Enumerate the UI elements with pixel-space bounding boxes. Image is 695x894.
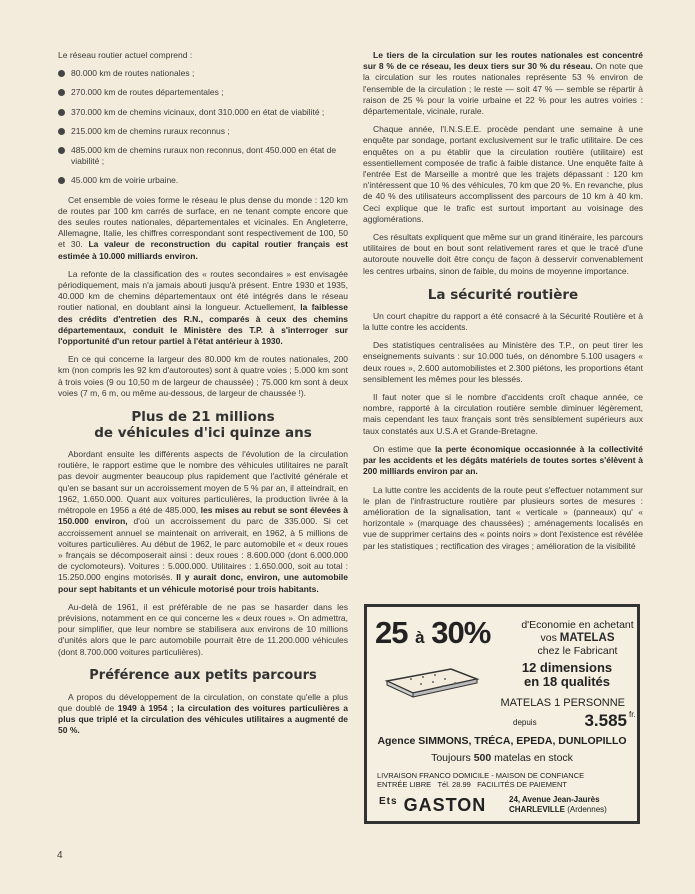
bullet-icon [58,147,65,154]
paragraph: En ce qui concerne la largeur des 80.000 km de routes nationales, 200 km (non compris les 92 km d'autoroutes) sont à quatre voies ; 5.000 km sont à trois voies (9 ou 10,50 m de largeur de chaussée) ; 75.000 km sont à deux voies (7 m, 6 m, ou même au-dessous, de largeur de chaussée !). [58,354,348,398]
price: 3.585 [584,711,627,730]
paragraph: La lutte contre les accidents de la route peut s'effectuer notamment sur le plan de l'infrastructure routière par plusieurs sortes de mesures : amélioration de la signalisation, tant « verticale » (panneaux) qu' « horizontale » (marquage des chaussées) ; aménagements localisés en vue de supprimer certains des « points noirs » dont l'existence est révélée par les statistiques ; rectification des virages ; amélioration de la visibilité [363,484,643,551]
bullet-icon [58,128,65,135]
stock-line: Toujours 500 matelas en stock [431,752,573,764]
section-heading: Plus de 21 millions de véhicules d'ici quinze ans [94,409,312,442]
bullet-icon [58,70,65,77]
delivery-info: LIVRAISON FRANCO DOMICILE - MAISON DE CONFIANCE ENTRÉE LIBRE Tél. 28.99 FACILITÉS DE PAIEMENT [377,771,585,789]
section-heading: La sécurité routière [427,286,579,303]
mattress-label: MATELAS 1 PERSONNE [500,697,625,709]
bullet-icon [58,177,65,184]
agency-line: Agence SIMMONS, TRÉCA, EPEDA, DUNLOPILLO [377,735,627,747]
section-heading: Préférence aux petits parcours [89,667,317,683]
bullet-item: 270.000 km de routes départementales ; [58,87,348,98]
mattress-icon [381,663,481,699]
paragraph: Un court chapitre du rapport a été consacré à la Sécurité Routière et à la lutte contre les accidents. [363,310,643,333]
bullet-item: 80.000 km de routes nationales ; [58,68,348,79]
bullet-icon [58,109,65,116]
paragraph: Au-delà de 1961, il est préférable de ne pas se hasarder dans les prévisions, notamment en ce qui concerne les « deux roues ». On admettra, pour simplifier, que leur nombre se stabilisera aux environs de 10 millions d'unités alors que le parc automobile pourrait être de 11.200.000 véhicules (dont 8.700.000 voitures particulières). [58,601,348,657]
discount-headline: 25 à 30% [375,615,491,650]
paragraph: La refonte de la classification des « routes secondaires » est envisagée périodiquement, mais n'a jamais abouti jusqu'à présent. Entre 1930 et 1935, 40.000 km de chemins départementaux ont été intégrés dans le réseau routier national, en doublant ainsi la longueur. Actuellement, la faiblesse des crédits d'entretien des R.N., comparés à ceux des chemins départementaux, conduit le Ministère des T.P. à s'interroger sur l'opportunité d'un retour partiel à l'état antérieur à 1930. [58,268,348,347]
currency-label: fr. [629,710,636,719]
bullet-item: 215.000 km de chemins ruraux reconnus ; [58,126,348,137]
bullet-item: 485.000 km de chemins ruraux non reconnus, dont 450.000 en état de viabilité ; [58,145,348,167]
dimensions-text: 12 dimensions en 18 qualités [521,660,613,689]
paragraph: Des statistiques centralisées au Ministère des T.P., on peut tirer les enseignements suivants : sur 10.000 tués, on dénombre 5.100 usagers « deux roues », 2.600 automobilistes et 2.300 piétons, les proportions étant sensiblement les mêmes pour les blessés. [363,340,643,384]
paragraph: Le tiers de la circulation sur les routes nationales est concentré sur 8 % de ce réseau, les deux tiers sur 30 % du réseau. On note que la circulation sur les routes nationales représente 53 % environ de l'ensemble de la circulation ; le reste — soit 47 % — semble se répartir à raison de 25 % pour la voirie urbaine et 22 % pour les autres voiries : départementale, vicinale, rurale. [363,50,643,117]
paragraph: Chaque année, l'I.N.S.E.E. procède pendant une semaine à une enquête par sondage, portant exclusivement sur le trafic utilitaire. De ces enquêtes on a pu établir que la circulation routière (utilitaire) est essentiellement composée de trafic à faible distance. Une enquête faite à l'entrée Est de Marseille a montré que les trajets dépassant : 120 km n'intéressent que 10 % des véhicules, 70 km que 20 %. En revanche, plus de 40 % des utilisateurs accomplissent des parcours de 10 km à 40 km. Ceci explique que le trafic est surtout important au voisinage des agglomérations. [363,124,643,224]
paragraph: Cet ensemble de voies forme le réseau le plus dense du monde : 120 km de routes par 100 km carrés de surface, en ne tenant compte encore que des seules routes nationales, départementales et vicinales. En Angleterre, Allemagne, Italie, les chiffres correspondant sont respectivement de 100, 50 et 30. La valeur de reconstruction du capital routier français est estimée à 10.000 milliards environ. [58,194,348,261]
paragraph: A propos du développement de la circulation, on constate qu'elle a plus que doublé de 1949 à 1954 ; la circulation des voitures particulières a plus que triplé et la circulation des véhicules utilitaires a augmenté de 50 %. [58,691,348,736]
shop-address: 24, Avenue Jean-Jaurès CHARLEVILLE (Ardennes) [509,795,607,814]
bullet-icon [58,89,65,96]
left-column [58,50,348,744]
paragraph: Ces résultats expliquent que même sur un grand itinéraire, les parcours utilitaires de bout en bout sont relativement rares et que le tracé d'une autoroute nouvelle doit être conçu de façon à desservir convenablement les centres urbains, sinon de faible, du moins de moyenne importance. [363,232,643,276]
paragraph: On estime que la perte économique occasionnée à la collectivité par les accidents et les dégâts matériels de toutes sortes s'élèvent à 200 milliards environ par an. [363,443,643,477]
page-number: 4 [57,850,63,861]
mattress-advertisement [364,604,640,824]
right-column [363,50,643,559]
bullet-item: 45.000 km de voirie urbaine. [58,175,348,186]
bullet-item: 370.000 km de chemins vicinaux, dont 310.000 en état de viabilité ; [58,107,348,118]
economy-text: d'Economie en achetant vos MATELAS chez le Fabricant [521,619,634,657]
depuis-label: depuis [513,718,537,727]
shop-name: $^{Ets}$ GASTON [379,795,487,815]
intro-text: Le réseau routier actuel comprend : [58,50,193,60]
paragraph: Il faut noter que si le nombre d'accidents croît chaque année, ce nombre, rapporté à la circulation routière semble diminuer légèrement, mais cependant les taux français sont très sensiblement supérieurs aux taux constatés aux U.S.A et Grande-Bretagne. [363,392,643,436]
paragraph: Abordant ensuite les différents aspects de l'évolution de la circulation routière, le rapport estime que le nombre des véhicules utilitaires ne paraît pas devoir augmenter beaucoup plus rapidement que l'activité générale et qu'en se basant sur un accroissement moyen de 5 % par an, il atteindrait, en 1962, 1.650.000. Quant aux voitures particulières, la production livrée à la métropole en 1956 a été de 485.000, les mises au rebut se sont élevées à 150.000 environ, d'où un accroissement du parc de 335.000. Si cet accroissement annuel se maintenait on arriverait, en 1962, à 5 millions de voitures particulières. Au début de 1962, le parc automobile et « deux roues » français se décomposerait ainsi : deux roues : 8.600.000 (dont 6.000.000 de cyclomoteurs). Voitures : 5.000.000. Utilitaires : 1.650.000, soit au total : 15.250.000 engins motorisés. Il y aurait donc, environ, une automobile pour sept habitants et un véhicule motorisé pour trois habitants. [58,449,349,594]
